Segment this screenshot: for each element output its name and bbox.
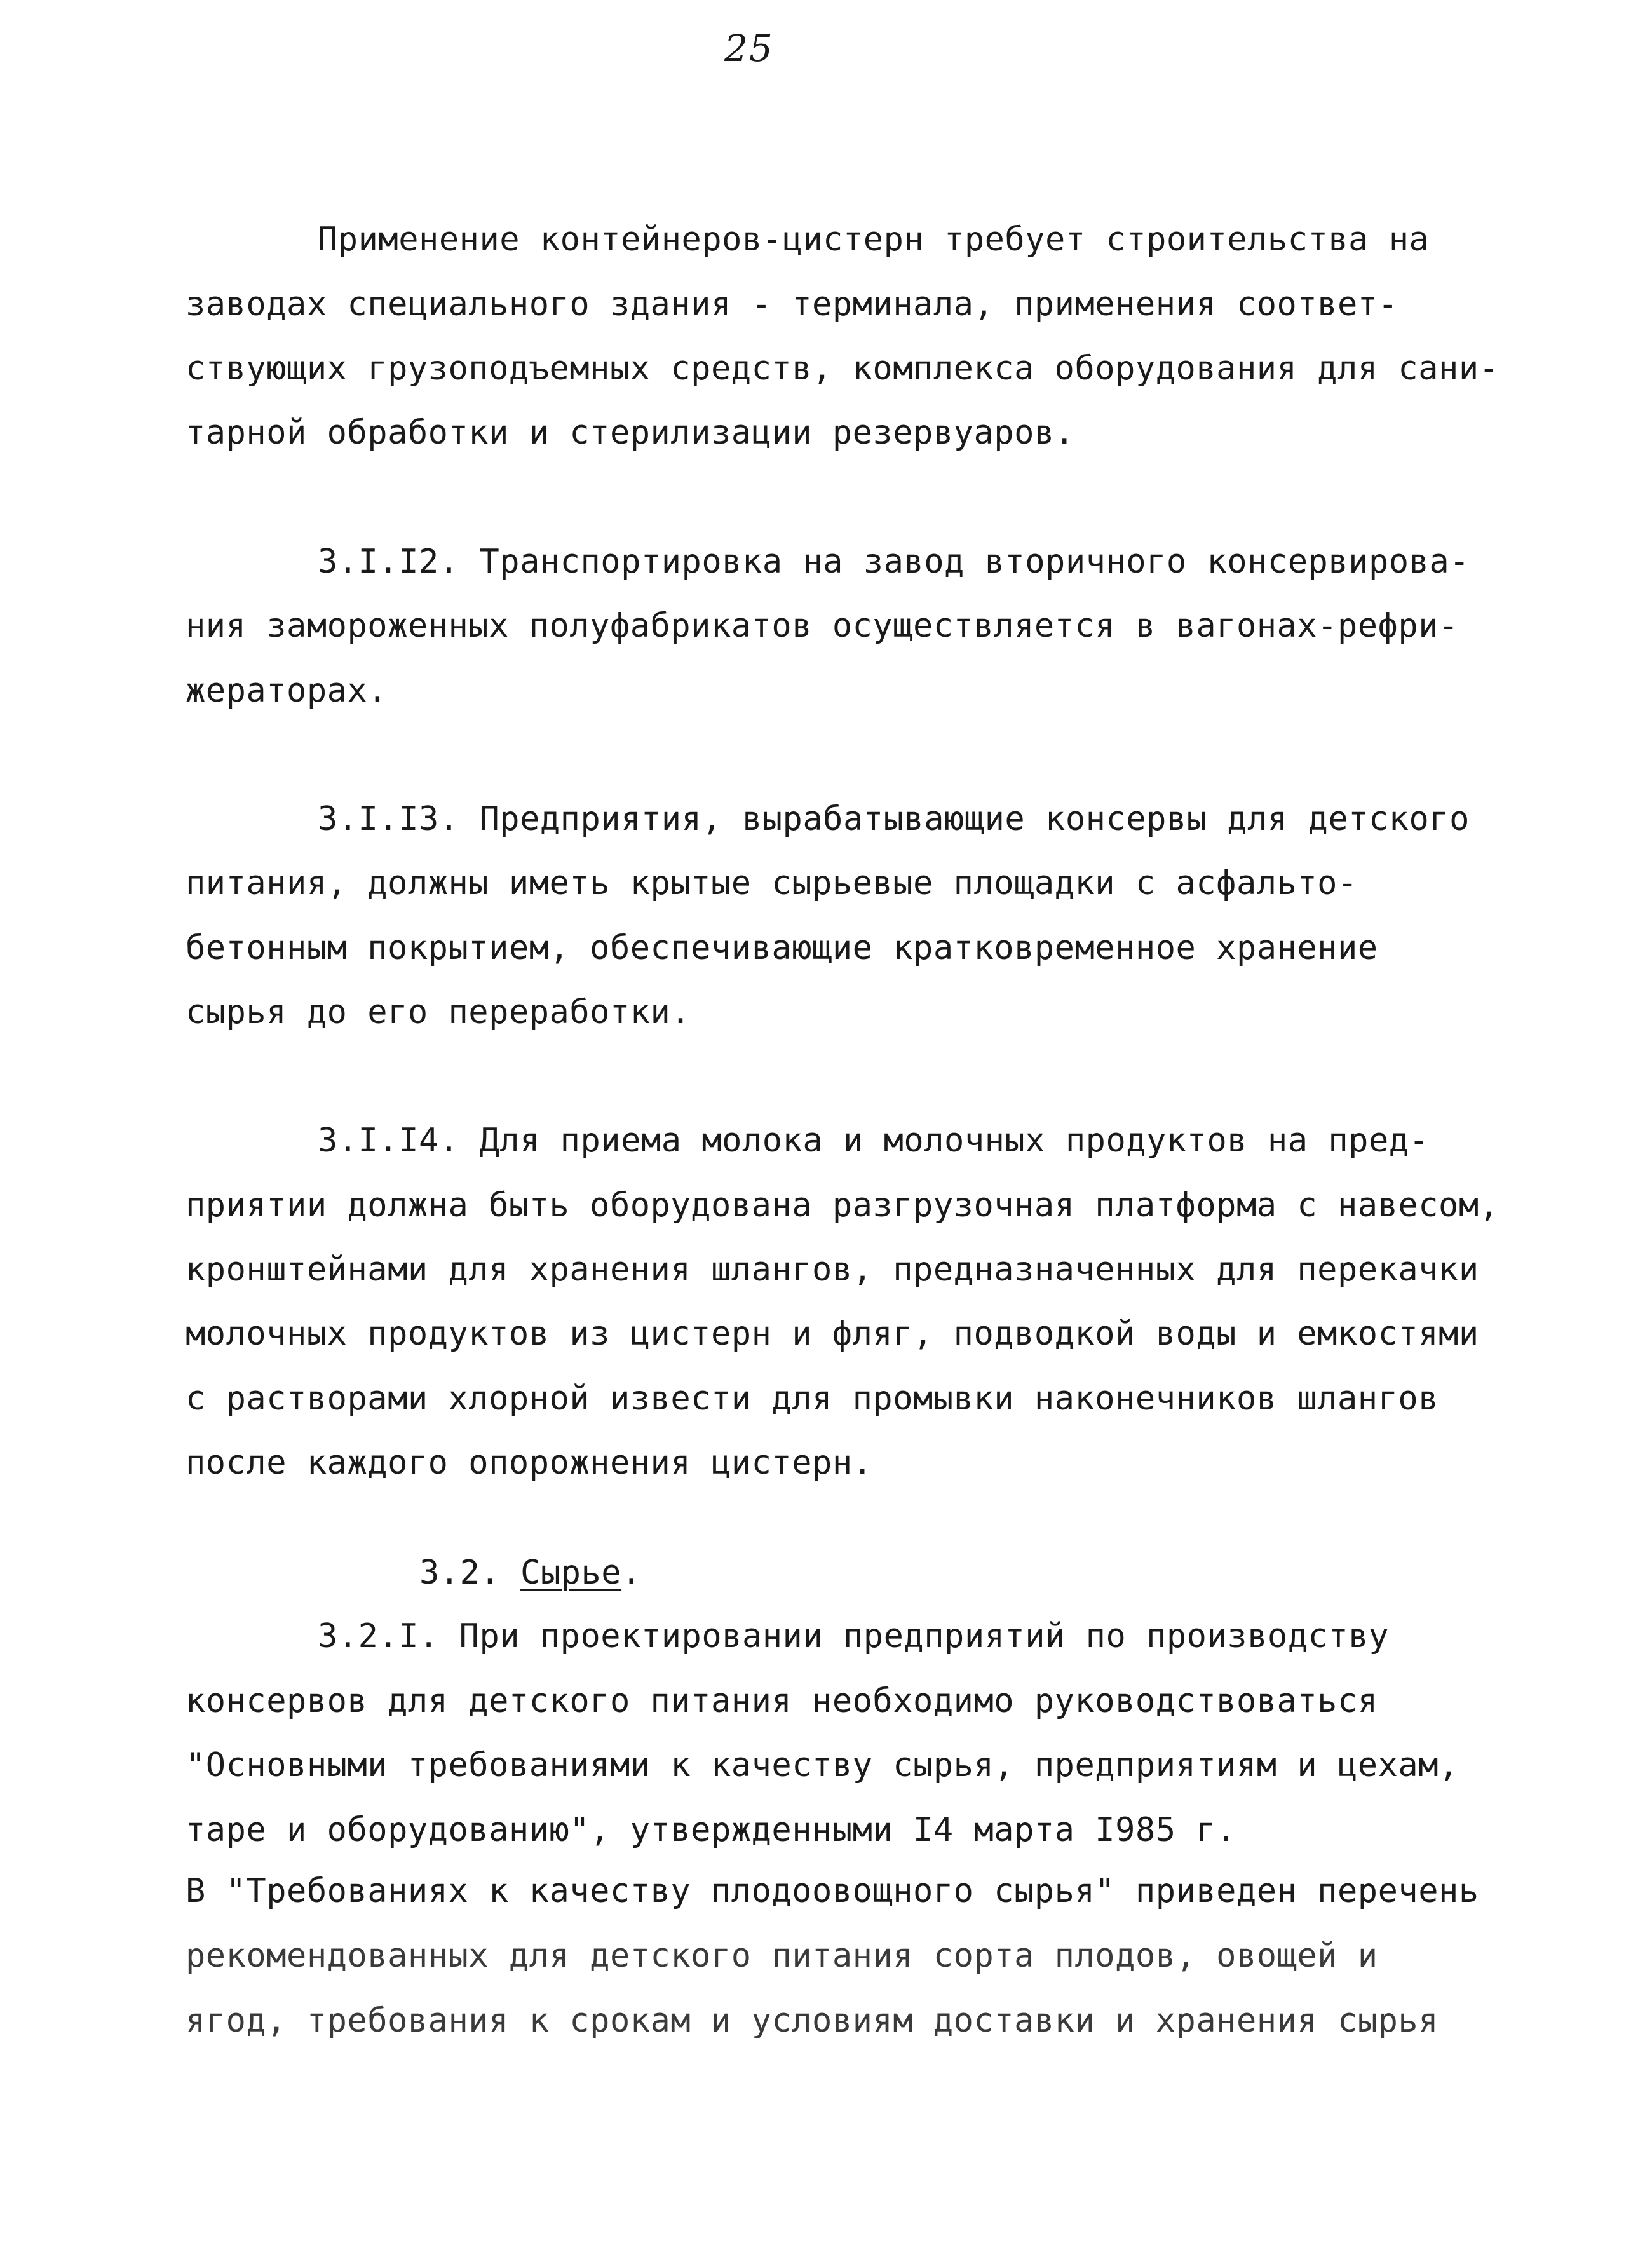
paragraph-3-line-4: сырья до его переработки.	[186, 993, 691, 1031]
paragraph-1-line-3: ствующих грузоподъемных средств, комплекса оборудования для сани-	[186, 349, 1500, 388]
paragraph-2-line-1: 3.I.I2. Транспортировка на завод вторичного консервирова-	[318, 543, 1470, 581]
paragraph-3-line-3: бетонным покрытием, обеспечивающие кратковременное хранение	[186, 929, 1378, 967]
paragraph-1-line-4: тарной обработки и стерилизации резервуаров.	[186, 414, 1075, 452]
section-heading	[419, 1552, 642, 1593]
paragraph-4-line-2: приятии должна быть оборудована разгрузочная платформа с навесом,	[186, 1186, 1500, 1224]
page-number: 25	[724, 27, 774, 70]
paragraph-4-line-3: кронштейнами для хранения шлангов, предназначенных для перекачки	[186, 1251, 1479, 1289]
paragraph-4-line-4: молочных продуктов из цистерн и фляг, подводкой воды и емкостями	[186, 1315, 1479, 1353]
section-heading-title: Сырье	[520, 1554, 622, 1592]
paragraph-5-line-4: таре и оборудованию", утвержденными I4 марта I985 г.	[186, 1811, 1236, 1849]
section-heading-period: .	[621, 1554, 642, 1592]
paragraph-4-line-5: с растворами хлорной извести для промывки наконечников шлангов	[186, 1380, 1439, 1418]
paragraph-4-line-1: 3.I.I4. Для приема молока и молочных продуктов на пред-	[318, 1122, 1430, 1160]
paragraph-5-line-3: "Основными требованиями к качеству сырья, предприятиям и цехам,	[186, 1746, 1459, 1784]
paragraph-5-line-6: рекомендованных для детского питания сорта плодов, овощей и	[186, 1937, 1378, 1975]
paragraph-2-line-2: ния замороженных полуфабрикатов осуществляется в вагонах-рефри-	[186, 607, 1459, 645]
paragraph-2-line-3: жераторах.	[186, 672, 388, 710]
paragraph-3-line-1: 3.I.I3. Предприятия, вырабатывающие консервы для детского	[318, 800, 1470, 838]
paragraph-3-line-2: питания, должны иметь крытые сырьевые площадки с асфальто-	[186, 864, 1358, 902]
paragraph-5-line-2: консервов для детского питания необходимо руководствоваться	[186, 1682, 1378, 1720]
paragraph-5-line-5: В "Требованиях к качеству плодоовощного сырья" приведен перечень	[186, 1872, 1479, 1910]
paragraph-4-line-6: после каждого опорожнения цистерн.	[186, 1444, 873, 1482]
paragraph-1-line-2: заводах специального здания - терминала, применения соответ-	[186, 285, 1398, 323]
paragraph-5-line-7: ягод, требования к срокам и условиям доставки и хранения сырья	[186, 2002, 1439, 2040]
paragraph-1-line-1: Применение контейнеров-цистерн требует строительства на	[318, 220, 1430, 259]
section-heading-number: 3.2.	[419, 1554, 521, 1592]
paragraph-5-line-1: 3.2.I. При проектировании предприятий по производству	[318, 1617, 1389, 1655]
